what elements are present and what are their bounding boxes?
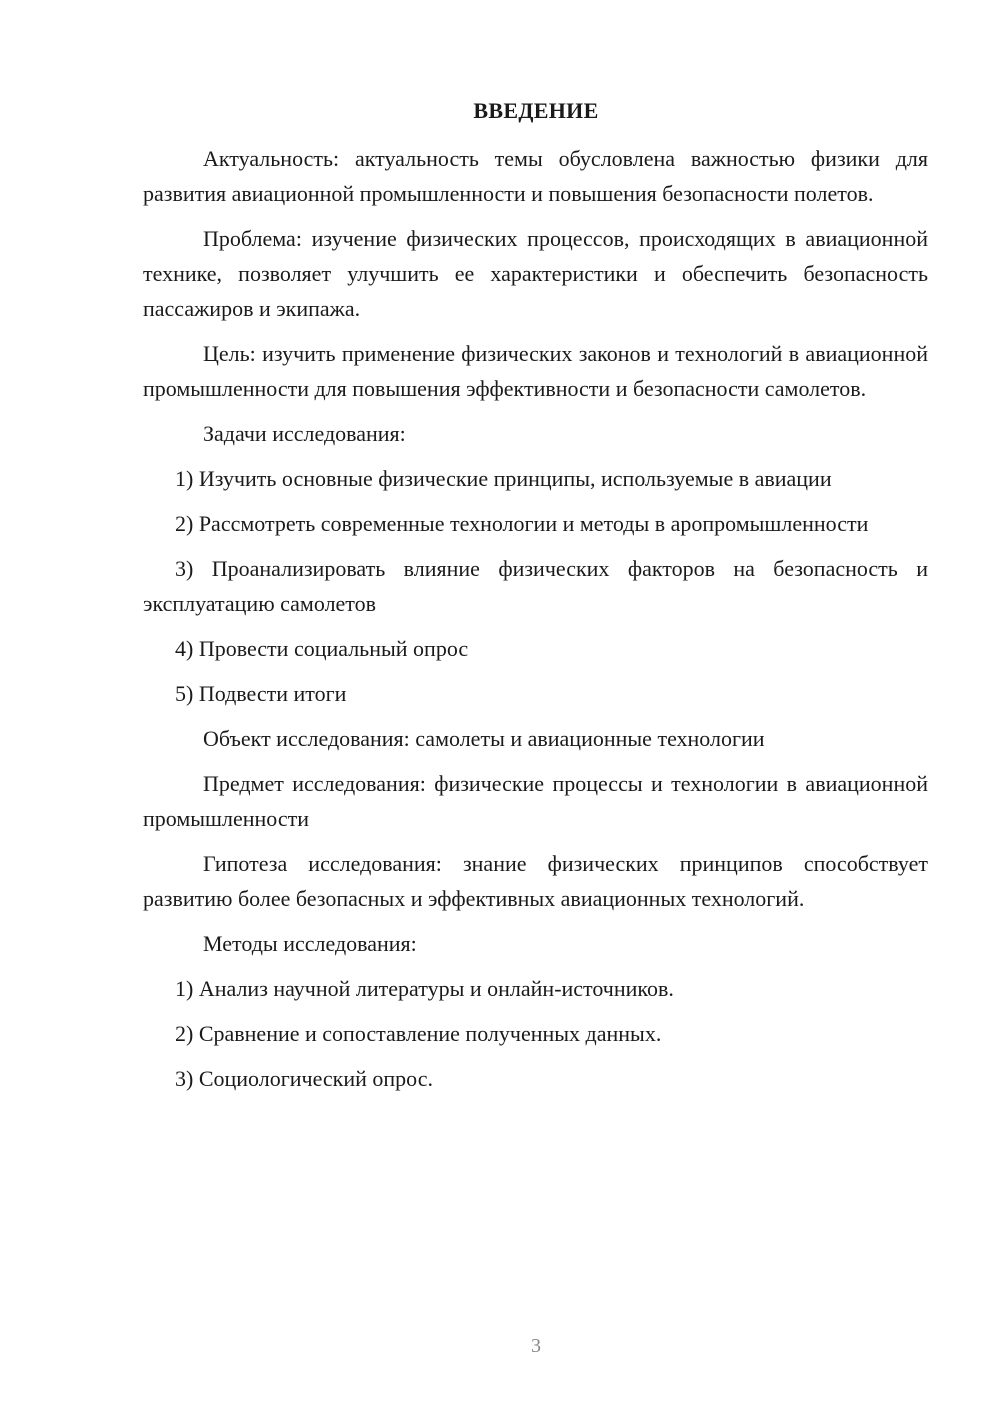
method-item-2: 2) Сравнение и сопоставление полученных данных. — [175, 1021, 662, 1046]
paragraph-object: Объект исследования: самолеты и авиационные технологии — [203, 726, 765, 751]
task-item-1: 1) Изучить основные физические принципы, используемые в авиации — [175, 466, 832, 491]
task-item-4: 4) Провести социальный опрос — [175, 636, 469, 661]
paragraph-goal: Цель: изучить применение физических законов и технологий в авиационной промышленности для повышения эффективности и безопасности самолетов. — [143, 341, 928, 401]
paragraph-relevance: Актуальность: актуальность темы обусловлена важностью физики для развития авиационной промышленности и повышения безопасности полетов. — [143, 146, 928, 206]
paragraph-subject: Предмет исследования: физические процессы и технологии в авиационной промышленности — [143, 771, 928, 831]
task-item-2: 2) Рассмотреть современные технологии и методы в аропромышленности — [175, 511, 869, 536]
document-body — [143, 141, 928, 1106]
page-number: 3 — [531, 1335, 541, 1357]
method-item-3: 3) Социологический опрос. — [175, 1066, 433, 1091]
method-item-1: 1) Анализ научной литературы и онлайн-источников. — [175, 976, 674, 1001]
task-item-5: 5) Подвести итоги — [175, 681, 347, 706]
paragraph-methods-heading: Методы исследования: — [203, 931, 417, 956]
page-title: ВВЕДЕНИЕ — [473, 98, 599, 123]
paragraph-tasks-heading: Задачи исследования: — [203, 421, 406, 446]
paragraph-hypothesis: Гипотеза исследования: знание физических принципов способствует развитию более безопасных и эффективных авиационных технологий. — [143, 851, 928, 911]
paragraph-problem: Проблема: изучение физических процессов, происходящих в авиационной технике, позволяет улучшить ее характеристики и обеспечить безопасность пассажиров и экипажа. — [143, 226, 928, 321]
task-item-3: 3) Проанализировать влияние физических факторов на безопасность и эксплуатацию самолетов — [143, 556, 928, 616]
